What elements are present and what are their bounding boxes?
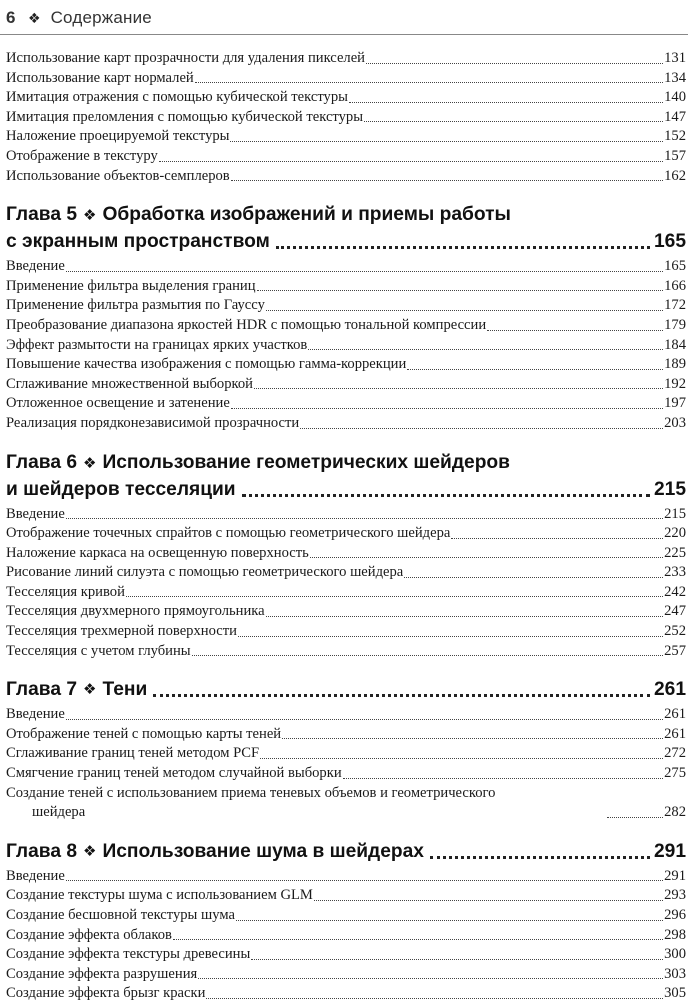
toc-entry[interactable] [6,88,686,108]
chapter-title: Использование шума в шейдерах [102,840,424,862]
toc-entry-page: 305 [664,985,686,1002]
toc-entry[interactable] [6,725,686,745]
toc-entry-page: 152 [664,128,686,145]
toc-entry-page: 131 [664,50,686,66]
toc-entry-page: 165 [664,258,686,275]
dot-leader [192,655,664,656]
toc-entry[interactable] [6,886,686,906]
toc-entry-title: Эффект размытости на границах ярких участков [6,336,308,353]
dot-leader [66,518,663,519]
dot-leader [404,577,663,578]
toc-entry[interactable] [6,69,686,89]
toc-entry[interactable] [6,744,686,764]
diamond-icon: ❖ [83,454,97,472]
toc-entry-page: 162 [664,167,686,184]
toc-entry[interactable] [6,414,686,434]
toc-entry[interactable] [6,257,686,277]
toc-entry[interactable] [6,505,686,525]
dot-leader [153,694,650,697]
toc-entry-page: 291 [664,867,686,884]
toc-entry-page: 225 [664,544,686,561]
toc-entry-title: Применение фильтра выделения границ [6,277,256,294]
dot-leader [266,310,663,311]
toc-entry-page: 272 [664,745,686,762]
dot-leader [407,369,663,370]
toc-entry[interactable] [6,296,686,316]
toc-entry-page: 242 [664,583,686,600]
toc-entry-title: Применение фильтра размытия по Гауссу [6,297,265,314]
toc-entry-page: 184 [664,336,686,353]
toc-entry-title: Введение [6,867,65,884]
toc-entry-title: Создание эффекта облаков [6,926,172,943]
toc-entry-title: Реализация порядконезависимой прозрачности [6,414,300,431]
dot-leader [314,900,663,901]
toc-entry-title: Использование объектов-семплеров [6,167,230,184]
header-rule [0,34,688,35]
dot-leader [254,388,663,389]
chapter-label: Глава 7 [6,679,77,701]
chapter-page: 261 [653,679,686,701]
toc-entry-title: Отображение точечных спрайтов с помощью геометрического шейдера [6,525,451,542]
toc-entry[interactable] [6,764,686,784]
chapter-title: Тени [102,679,148,701]
toc-entry-page: 233 [664,564,686,581]
toc-entry[interactable] [6,49,686,69]
toc-entry-title: Наложение каркаса на освещенную поверхность [6,544,309,561]
toc-entry[interactable] [6,926,686,946]
dot-leader [66,271,663,272]
toc-entry-page: 220 [664,525,686,542]
dot-leader [251,959,663,960]
toc-entry[interactable] [6,583,686,603]
diamond-icon: ❖ [83,842,97,860]
toc-entry[interactable] [6,108,686,128]
chapter-heading[interactable] [6,677,686,703]
chapter-heading[interactable] [6,839,686,865]
toc-entry[interactable] [6,336,686,356]
dot-leader [366,63,663,64]
toc-entry-title: Введение [6,505,65,522]
toc-entry-title: Использование карт нормалей [6,69,194,86]
toc-entry-page: 261 [664,706,686,723]
dot-leader [242,494,650,497]
toc-entry[interactable] [6,784,686,823]
chapter-page: 215 [653,478,686,500]
dot-leader [308,349,663,350]
chapter-title: Использование геометрических шейдеров [102,451,510,473]
toc-entry-title: Создание эффекта разрушения [6,965,198,982]
dot-leader [364,121,663,122]
toc-entry-title: Введение [6,706,65,723]
toc-entry-title: Имитация преломления с помощью кубической текстуры [6,108,364,125]
dot-leader [236,920,663,921]
toc-entry-title: Тесселяция кривой [6,583,125,600]
chapter-label: Глава 6 [6,451,77,473]
diamond-icon: ❖ [83,207,97,225]
toc-entry-page: 166 [664,277,686,294]
toc-entry-title: Создание бесшовной текстуры шума [6,907,235,923]
toc-entry[interactable] [6,277,686,297]
toc-entry[interactable] [6,147,686,167]
toc-entry-page: 293 [664,887,686,904]
dot-leader [300,428,663,429]
toc-entry[interactable] [6,906,686,926]
toc-entry-title: Рисование линий силуэта с помощью геометрического шейдера [6,564,404,581]
toc-entry-page: 179 [664,316,686,333]
toc-entry-title: Тесселяция трехмерной поверхности [6,623,237,640]
toc-entry[interactable] [6,622,686,642]
toc-entry[interactable] [6,965,686,985]
page-number: 6 [6,8,16,27]
dot-leader [159,161,663,162]
chapter-heading[interactable] [6,202,686,255]
toc-entry[interactable] [6,642,686,662]
dot-leader [430,856,650,859]
toc-entry-title: Создание текстуры шума с использованием GLM [6,887,313,904]
toc-entry-page: 134 [664,69,686,86]
dot-leader [238,636,663,637]
dot-leader [206,998,663,999]
toc-entry-page: 197 [664,395,686,412]
toc-entry-title: Преобразование диапазона яркостей HDR с помощью тональной компрессии [6,316,487,333]
toc-entry-title: Повышение качества изображения с помощью гамма-коррекции [6,356,407,373]
chapter-title-cont: с экранным пространством [6,231,270,253]
toc-entry-title: Смягчение границ теней методом случайной выборки [6,765,342,782]
toc-entry-title-line1: Создание теней с использованием приема теневых объемов и геометрического [6,784,496,801]
toc-entry-title: Отложенное освещение и затенение [6,395,230,412]
toc-entry-title: Наложение проецируемой текстуры [6,128,230,145]
chapter-page: 165 [653,231,686,253]
dot-leader [257,290,664,291]
diamond-icon: ❖ [28,9,41,26]
toc-entry-title: Использование карт прозрачности для удаления пикселей [6,50,365,66]
toc-entry[interactable] [6,945,686,965]
toc-entry-page: 189 [664,356,686,373]
dot-leader [66,880,663,881]
toc-entry-title: Создание эффекта текстуры древесины [6,946,251,963]
toc-entry-page: 157 [664,147,686,164]
dot-leader [231,408,663,409]
dot-leader [343,778,663,779]
chapter-label: Глава 5 [6,204,77,226]
toc-entry-page: 252 [664,623,686,640]
toc-entry-title [6,784,606,823]
toc-entry[interactable] [6,394,686,414]
chapter-page: 291 [653,840,686,862]
toc-entry-page: 215 [664,505,686,522]
dot-leader [198,978,663,979]
toc-entry-title: Введение [6,258,65,275]
toc-entry-page: 300 [664,946,686,963]
toc-entry[interactable] [6,867,686,887]
dot-leader [451,538,663,539]
toc-entry-title: Сглаживание границ теней методом PCF [6,745,260,762]
diamond-icon: ❖ [83,681,97,699]
toc-entry[interactable] [6,375,686,395]
dot-leader [126,596,663,597]
toc-entry-page: 275 [664,765,686,782]
toc-entry[interactable] [6,984,686,1004]
toc-entry-page: 261 [664,725,686,742]
toc-entry[interactable] [6,127,686,147]
toc-entry[interactable] [6,167,686,187]
toc-entry-title-line2: шейдера [32,804,86,821]
toc-entry[interactable] [6,602,686,622]
chapter-label: Глава 8 [6,840,77,862]
toc-entry-page: 147 [664,108,686,125]
toc-entry-title: Тесселяция двухмерного прямоугольника [6,603,265,620]
dot-leader [231,180,663,181]
toc-entry[interactable] [6,316,686,336]
toc-entry-page: 140 [664,89,686,106]
dot-leader [195,82,663,83]
toc-entry-page: 247 [664,603,686,620]
toc-entry[interactable] [6,563,686,583]
dot-leader [282,738,663,739]
toc-entry-title: Сглаживание множественной выборкой [6,375,253,392]
dot-leader [607,817,663,818]
toc-entry[interactable] [6,705,686,725]
dot-leader [276,246,650,249]
dot-leader [349,102,663,103]
toc-entry-title: Отображение в текстуру [6,147,158,164]
dot-leader [230,141,663,142]
toc-entry-title: Имитация отражения с помощью кубической текстуры [6,89,348,106]
toc-entry-page: 257 [664,642,686,659]
chapter-title-cont: и шейдеров тесселяции [6,478,236,500]
dot-leader [266,616,664,617]
toc-entry[interactable] [6,524,686,544]
table-of-contents [6,49,686,1004]
toc-entry-page: 298 [664,926,686,943]
toc-entry[interactable] [6,355,686,375]
toc-entry-page: 303 [664,965,686,982]
chapter-title: Обработка изображений и приемы работы [102,204,511,226]
toc-entry-title: Отображение теней с помощью карты теней [6,725,282,742]
toc-entry-title: Тесселяция с учетом глубины [6,642,191,659]
toc-entry-page: 296 [664,907,686,923]
toc-entry-page: 192 [664,375,686,392]
dot-leader [487,330,663,331]
toc-entry[interactable] [6,544,686,564]
dot-leader [310,557,663,558]
dot-leader [66,719,663,720]
chapter-heading[interactable] [6,450,686,503]
toc-entry-title: Создание эффекта брызг краски [6,985,206,1002]
dot-leader [173,939,663,940]
toc-entry-page: 172 [664,297,686,314]
running-title: Содержание [50,8,152,27]
dot-leader [260,758,663,759]
toc-entry-page: 282 [664,804,686,821]
toc-entry-page: 203 [664,414,686,431]
running-header [6,6,688,30]
